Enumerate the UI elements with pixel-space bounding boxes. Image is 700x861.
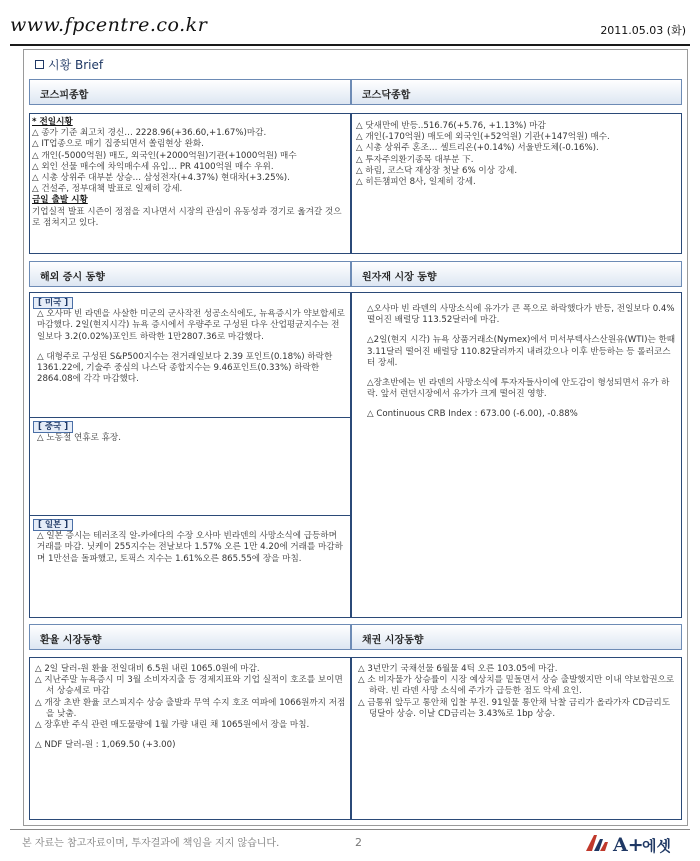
kosdaq-bullet: △ 하림, 코스닥 재상장 첫날 6% 이상 강세.	[356, 165, 518, 176]
kospi-title: 코스피종합	[40, 90, 89, 101]
fx-bullet: △ 장후반 주식 관련 매도물량에 1월 가량 내린 채 1065원에서 장을 마침.	[35, 720, 310, 731]
cn-paragraph: △ 노동절 연휴로 휴장.	[37, 433, 121, 444]
kospi-bullet: △ 시총 상위주 대부분 상승… 삼성전자(+4.37%) 현대차(+3.25%).	[32, 173, 290, 184]
kospi-bullet: △ 개인(-5000억원) 매도, 외국인(+2000억원)기관(+1000억원) 매수	[32, 150, 297, 161]
commodity-title: 원자재 시장 동향	[362, 272, 437, 283]
fx-ndf: △ NDF 달러-원 : 1,069.50 (+3.00)	[35, 740, 176, 751]
square-bullet-icon	[35, 60, 44, 69]
brief-heading	[35, 56, 103, 73]
kosdaq-title-bar	[351, 79, 682, 105]
report-date: 2011.05.03 (화)	[600, 24, 686, 37]
kosdaq-bullet: △ 히든챔피언 8사, 일제히 강세.	[356, 177, 476, 188]
bond-title: 채권 시장동향	[362, 635, 424, 646]
cn-content	[33, 421, 347, 444]
footer-disclaimer: 본 자료는 참고자료이며, 투자결과에 책임을 지지 않습니다.	[22, 838, 280, 849]
jp-tag: [ 일본 ]	[33, 519, 73, 531]
overseas-divider	[30, 515, 350, 516]
jp-content	[33, 519, 347, 565]
brief-title: 시황 Brief	[48, 58, 104, 72]
commodity-paragraph: △오사마 빈 라덴의 사망소식에 유가가 큰 폭으로 하락했다가 반등, 전일보다 0.4% 떨어진 배럴당 113.52달러에 마감.	[367, 304, 675, 326]
us-tag: [ 미국 ]	[33, 297, 73, 309]
fx-bullet: △ 2일 달러-원 환율 전일대비 6.5원 내린 1065.0원에 마감.	[35, 664, 260, 674]
commodity-crb: △ Continuous CRB Index : 673.00 (-6.00), -0.88%	[367, 409, 578, 420]
bond-bullet: △ 3년만기 국채선물 6월물 4틱 오른 103.05에 마감.	[358, 664, 558, 674]
overseas-title: 해외 증시 동향	[40, 272, 105, 283]
kospi-heading-prev: * 전일시황	[32, 117, 73, 127]
kospi-bullet: △ 종가 기준 최고치 경신… 2228.96(+36.60,+1.67%)마감.	[32, 128, 267, 139]
us-content	[33, 297, 347, 385]
fx-bullet: △ 지난주말 뉴욕증시 미 3월 소비자지출 등 경제지표와 기업 실적이 호조를 보이면서 상승세로 마감	[35, 675, 343, 697]
commodity-paragraph: △2일(현지 시각) 뉴욕 상품거래소(Nymex)에서 미서부텍사스산원유(WTI)는 한때 3.11달러 떨어진 배럴당 110.82달러까지 내려갔으나 이후 반등하는 등 롤러코스터 장세.	[367, 335, 676, 368]
commodity-content	[367, 304, 676, 421]
commodity-title-bar	[351, 261, 682, 287]
site-url: www.fpcentre.co.kr	[10, 14, 208, 36]
bond-content	[358, 664, 676, 720]
fx-title: 환율 시장동향	[40, 635, 102, 646]
kosdaq-bullet: △ 닷새만에 반등..516.76(+5.76, +1.13%) 마감	[356, 121, 546, 131]
us-paragraph: △ 대형주로 구성된 S&P500지수는 전거래일보다 2.39 포인트(0.18%) 하락한 1361.22에, 기술주 중심의 나스닥 종합지수는 9.46포인트(0.33%) 하락한2864.08에 각각 마감했다.	[37, 351, 333, 385]
kospi-bullet: △ 외인 선물 매수에 차익매수세 유입… PR 4100억원 매수 우위.	[32, 161, 274, 172]
commodity-paragraph: △장초반에는 빈 라덴의 사망소식에 투자자들사이에 안도감이 형성되면서 유가 하락. 앞서 런던시장에서 유가가 크게 떨어진 영향.	[367, 378, 670, 400]
overseas-title-bar	[29, 261, 351, 287]
logo-icon	[584, 829, 694, 857]
fx-content	[35, 664, 346, 751]
bond-bullet: △ 소 비자물가 상승률이 시장 예상치를 밑돌면서 상승 출발했지만 이내 약보합권으로 하락. 빈 라덴 사망 소식에 주가가 급등한 점도 악세 요인.	[358, 675, 675, 697]
kosdaq-bullet: △ 투자주의환기종목 대부분 下.	[356, 154, 474, 165]
overseas-divider	[30, 417, 350, 418]
kospi-heading-today: 금일 출발 시황	[32, 195, 88, 206]
kospi-bullet: △ IT업종으로 매기 집중되면서 쏠림현상 완화.	[32, 139, 204, 150]
fx-title-bar	[29, 624, 351, 650]
fx-bullet: △ 개장 초반 환율 코스피지수 상승 출발과 무역 수지 호조 여파에 1066원까지 저점을 낮춤.	[35, 697, 346, 719]
bond-title-bar	[351, 624, 682, 650]
kospi-content	[32, 117, 348, 229]
jp-paragraph: △ 일본 증시는 테러조직 알-카에다의 수장 오사마 빈라덴의 사망소식에 급등하며 거래를 마감. 닛케이 255지수는 전날보다 1.57% 오른 1만 4.20에 거래를 마감하며 1만선을 돌파했고, 토픽스 지수는 1.61%오른 865.55에 장을 마침.	[37, 531, 343, 564]
company-logo	[584, 829, 694, 857]
logo-text: 에셋	[642, 837, 671, 855]
cn-tag: [ 중국 ]	[33, 421, 73, 433]
logo-mark: A+	[613, 834, 644, 856]
kospi-paragraph: 기업실적 발표 시즌이 정점을 지나면서 시장의 관심이 유동성과 경기로 옮겨갈 것으로 점쳐지고 있다.	[32, 206, 342, 228]
kosdaq-title: 코스닥종합	[362, 90, 411, 101]
kosdaq-bullet: △ 개인(-170억원) 매도에 외국인(+52억원) 기관(+147억원) 매수.	[356, 132, 610, 143]
kosdaq-bullet: △ 시총 상위주 혼조… 셀트리온(+0.14%) 서울반도체(-0.16%).	[356, 143, 599, 154]
header-divider	[10, 44, 690, 46]
page-number: 2	[355, 836, 362, 849]
kospi-bullet: △ 건설주, 정부대책 발표로 일제히 강세.	[32, 184, 183, 195]
us-paragraph: △ 오사마 빈 라덴을 사살한 미군의 군사작전 성공소식에도, 뉴욕증시가 약보합세로 마감했다. 2일(현지시각) 뉴욕 증시에서 우량주로 구성된 다우 산업평균지수는 전일보다 3.2(0.02%)포인트 하락한 1만2807.36로 마감했다.	[37, 309, 345, 342]
kosdaq-content	[356, 121, 678, 188]
kospi-title-bar	[29, 79, 351, 105]
bond-bullet: △ 금통위 앞두고 통안채 입찰 부진. 91일물 통안채 낙찰 금리가 올라가자 CD금리도 덩달아 상승. 이날 CD금리는 3.43%로 1bp 상승.	[358, 697, 670, 719]
